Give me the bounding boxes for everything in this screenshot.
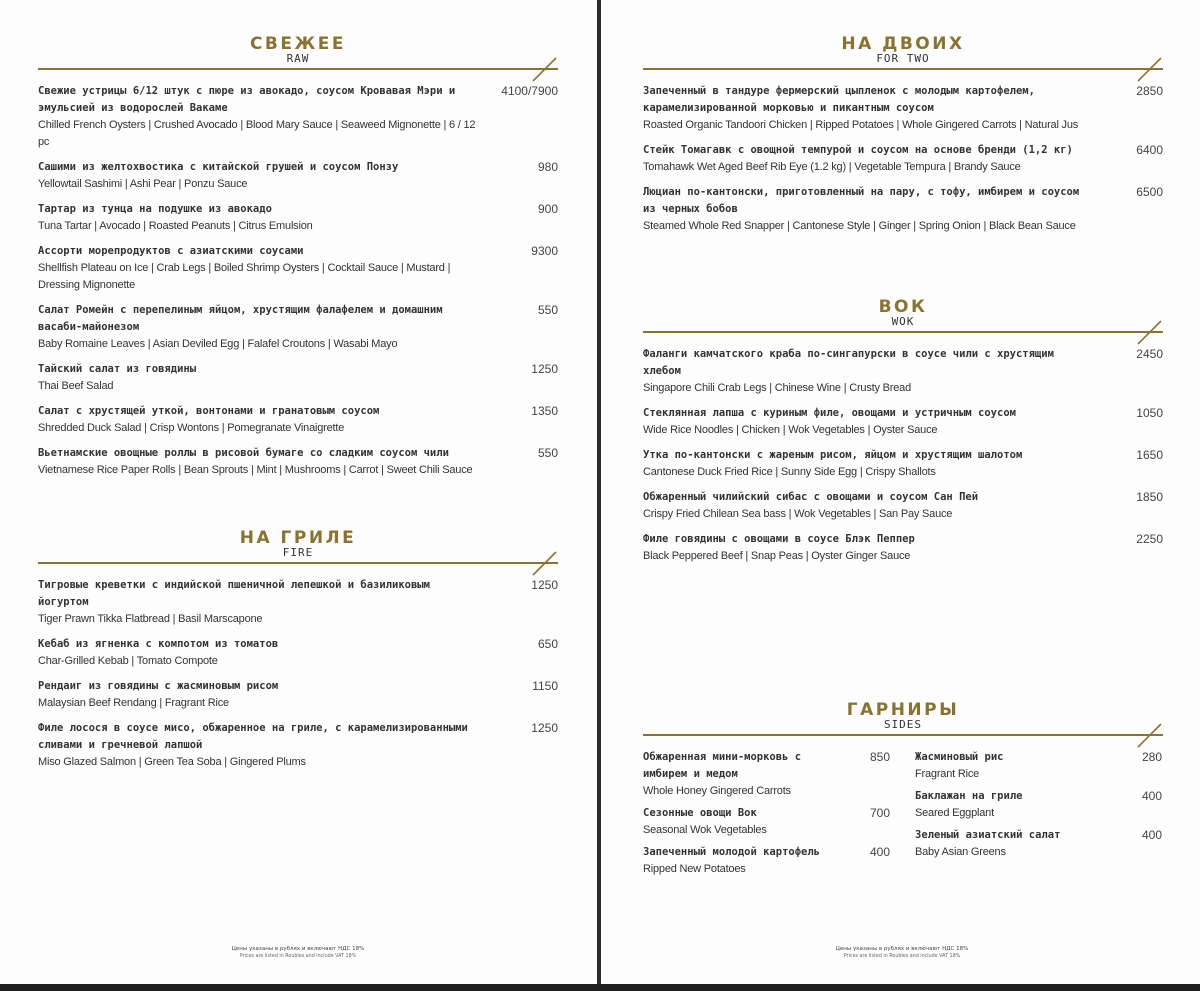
section-divider: [643, 59, 1163, 75]
dish-name: Ассорти морепродуктов с азиатскими соусами: [38, 245, 304, 257]
dish-description: Singapore Chili Crab Legs | Chinese Wine | Crusty Bread: [643, 382, 912, 394]
section-title: НА ГРИЛЕ: [239, 528, 357, 548]
dish-description: Vietnamese Rice Paper Rolls | Bean Sprouts | Mint | Mushrooms | Carrot | Sweet Chili Sauce: [38, 464, 473, 476]
menu-item: [38, 403, 558, 437]
menu-item: [38, 302, 558, 353]
section-subtitle: FOR TWO: [876, 52, 930, 65]
section-title: ГАРНИРЫ: [846, 700, 960, 720]
menu-item: [38, 159, 558, 193]
dish-price: 850: [869, 750, 890, 764]
menu-item: [643, 83, 1163, 134]
dish-name: Салат с хрустящей уткой, вонтонами и гранатовым соусом: [38, 405, 380, 417]
price-note-ru: Цены указаны в рублях и включают НДС 18%: [231, 946, 365, 952]
section-subtitle: SIDES: [883, 718, 923, 731]
dish-description: Baby Asian Greens: [915, 846, 1006, 858]
slash-ornament-icon: [1135, 720, 1165, 750]
menu-item: [38, 445, 558, 479]
section-divider: [38, 553, 558, 569]
dish-description: Whole Honey Gingered Carrots: [643, 785, 791, 797]
dish-price: 550: [537, 303, 558, 317]
dish-price: 1850: [1136, 490, 1163, 504]
section-subtitle: RAW: [286, 52, 310, 65]
menu-item: [643, 531, 1163, 565]
dish-description: Baby Romaine Leaves | Asian Deviled Egg | Falafel Croutons | Wasabi Mayo: [38, 338, 398, 350]
section-divider: [643, 725, 1163, 741]
dish-name: Тартар из тунца на подушке из авокадо: [38, 203, 272, 215]
dish-name: Рендаиг из говядины с жасминовым рисом: [38, 680, 279, 692]
slash-ornament-icon: [530, 54, 560, 84]
dish-description: Black Peppered Beef | Snap Peas | Oyster Ginger Sauce: [643, 550, 911, 562]
menu-item: [38, 678, 558, 712]
section-raw: [38, 34, 558, 479]
dish-description: Wide Rice Noodles | Chicken | Wok Vegetables | Oyster Sauce: [643, 424, 938, 436]
dish-description: Shredded Duck Salad | Crisp Wontons | Pomegranate Vinaigrette: [38, 422, 345, 434]
page-bottom-edge: [0, 984, 1200, 991]
dish-name: Обжаренная мини-морковь с имбирем и медом: [643, 751, 802, 780]
dish-name: Стеклянная лапша с куриным филе, овощами и устричным соусом: [643, 407, 1016, 419]
dish-price: 550: [537, 446, 558, 460]
dish-description: Crispy Fried Chilean Sea bass | Wok Vegetables | San Pay Sauce: [643, 508, 953, 520]
menu-item: [38, 243, 558, 294]
dish-name: Фаланги камчатского краба по-сингапурски в соусе чили с хрустящим хлебом: [643, 348, 1054, 377]
dish-price: 2250: [1136, 532, 1163, 546]
dish-description: Yellowtail Sashimi | Ashi Pear | Ponzu Sauce: [38, 178, 248, 190]
dish-description: Thai Beef Salad: [38, 380, 114, 392]
dish-name: Филе лосося в соусе мисо, обжаренное на гриле, с карамелизированными сливами и гречневой лапшой: [38, 722, 468, 751]
dish-price: 1350: [531, 404, 558, 418]
section-divider: [38, 59, 558, 75]
dish-price: 700: [869, 806, 890, 820]
price-note: [802, 945, 1002, 960]
dish-price: 2850: [1136, 84, 1163, 98]
dish-price: 9300: [531, 244, 558, 258]
dish-price: 2450: [1136, 347, 1163, 361]
section-wok: [643, 297, 1163, 565]
menu-item: [643, 447, 1163, 481]
dish-name: Свежие устрицы 6/12 штук с пюре из авокадо, соусом Кровавая Мэри и эмульсией из водорослей Вакаме: [38, 85, 456, 114]
menu-item: [38, 720, 558, 771]
menu-item: [643, 489, 1163, 523]
slash-ornament-icon: [1135, 317, 1165, 347]
dish-description: Seasonal Wok Vegetables: [643, 824, 767, 836]
dish-price: 1250: [531, 721, 558, 735]
dish-name: Зеленый азиатский салат: [915, 829, 1061, 841]
dish-description: Tuna Tartar | Avocado | Roasted Peanuts | Citrus Emulsion: [38, 220, 313, 232]
menu-item: [915, 788, 1162, 822]
menu-item: [643, 184, 1163, 235]
dish-price: 1250: [531, 578, 558, 592]
dish-price: 650: [537, 637, 558, 651]
dish-description: Tiger Prawn Tikka Flatbread | Basil Marscapone: [38, 613, 263, 625]
dish-name: Обжаренный чилийский сибас с овощами и соусом Сан Пей: [643, 491, 979, 503]
section-sides: [643, 700, 1163, 883]
dish-description: Shellfish Plateau on Ice | Crab Legs | Boiled Shrimp Oysters | Cocktail Sauce | Mustard | Dressing Mignonette: [38, 262, 451, 291]
dish-description: Cantonese Duck Fried Rice | Sunny Side Egg | Crispy Shallots: [643, 466, 936, 478]
dish-name: Стейк Томагавк с овощной темпурой и соусом на основе бренди (1,2 кг): [643, 144, 1073, 156]
menu-item: [38, 577, 558, 628]
dish-list: [38, 577, 558, 771]
dish-price: 1150: [532, 679, 558, 693]
menu-item: [38, 83, 558, 151]
dish-name: Сезонные овощи Вок: [643, 807, 757, 819]
dish-price: 6400: [1136, 143, 1163, 157]
menu-item: [643, 142, 1163, 176]
section-title: СВЕЖЕЕ: [249, 34, 347, 54]
dish-description: Tomahawk Wet Aged Beef Rib Eye (1.2 kg) | Vegetable Tempura | Brandy Sauce: [643, 161, 1021, 173]
dish-price: 4100/7900: [501, 84, 558, 98]
slash-ornament-icon: [1135, 54, 1165, 84]
menu-item: [643, 805, 890, 839]
dish-name: Утка по-кантонски с жареным рисом, яйцом и хрустящим шалотом: [643, 449, 1023, 461]
dish-name: Запеченный в тандуре фермерский цыпленок с молодым картофелем, карамелизированной морковью и пикантным соусом: [643, 85, 1035, 114]
slash-ornament-icon: [530, 548, 560, 578]
menu-item: [915, 749, 1162, 783]
dish-description: Miso Glazed Salmon | Green Tea Soba | Gingered Plums: [38, 756, 306, 768]
sides-column: [915, 749, 1162, 883]
dish-price: 6500: [1136, 185, 1163, 199]
dish-description: Malaysian Beef Rendang | Fragrant Rice: [38, 697, 229, 709]
menu-item: [38, 361, 558, 395]
section-subtitle: FIRE: [282, 546, 314, 559]
dish-list: [643, 346, 1163, 565]
dish-price: 900: [537, 202, 558, 216]
menu-item: [915, 827, 1162, 861]
section-title: НА ДВОИХ: [841, 34, 965, 54]
dish-name: Филе говядины с овощами в соусе Блэк Пеппер: [643, 533, 915, 545]
dish-name: Вьетнамские овощные роллы в рисовой бумаге со сладким соусом чили: [38, 447, 449, 459]
dish-list: [38, 83, 558, 479]
menu-item: [643, 346, 1163, 397]
dish-name: Люциан по-кантонски, приготовленный на пару, с тофу, имбирем и соусом из черных бобов: [643, 186, 1080, 215]
dish-price: 400: [1141, 828, 1162, 842]
menu-item: [38, 636, 558, 670]
dish-description: Chilled French Oysters | Crushed Avocado | Blood Mary Sauce | Seaweed Mignonette | 6 / 12 pc: [38, 119, 476, 148]
section-subtitle: WOK: [891, 315, 915, 328]
dish-name: Кебаб из ягненка с компотом из томатов: [38, 638, 279, 650]
section-fire: [38, 528, 558, 771]
dish-price: 980: [537, 160, 558, 174]
menu-item: [643, 749, 890, 800]
dish-price: 400: [869, 845, 890, 859]
section-divider: [643, 322, 1163, 338]
section-title: ВОК: [878, 297, 928, 317]
dish-name: Жасминовый рис: [915, 751, 1004, 763]
sides-column: [643, 749, 890, 883]
dish-price: 1650: [1136, 448, 1163, 462]
dish-description: Fragrant Rice: [915, 768, 980, 780]
dish-list: [643, 83, 1163, 235]
dish-price: 280: [1141, 750, 1162, 764]
dish-name: Запеченный молодой картофель: [643, 846, 821, 858]
menu-item: [643, 405, 1163, 439]
price-note-ru: Цены указаны в рублях и включают НДС 18%: [835, 946, 969, 952]
price-note-en: Prices are listed in Roubles and include VAT 18%: [239, 954, 357, 959]
dish-name: Тайский салат из говядины: [38, 363, 197, 375]
dish-price: 1250: [531, 362, 558, 376]
dish-description: Ripped New Potatoes: [643, 863, 746, 875]
dish-name: Тигровые креветки с индийской пшеничной лепешкой и базиликовым йогуртом: [38, 579, 430, 608]
dish-description: Roasted Organic Tandoori Chicken | Ripped Potatoes | Whole Gingered Carrots | Natural Jus: [643, 119, 1079, 131]
dish-name: Баклажан на гриле: [915, 790, 1023, 802]
dish-description: Seared Eggplant: [915, 807, 994, 819]
section-for-two: [643, 34, 1163, 235]
dish-price: 1050: [1136, 406, 1163, 420]
dish-name: Салат Ромейн с перепелиным яйцом, хрустящим фалафелем и домашним васаби-майонезом: [38, 304, 443, 333]
menu-item: [38, 201, 558, 235]
price-note: [198, 945, 398, 960]
dish-description: Steamed Whole Red Snapper | Cantonese Style | Ginger | Spring Onion | Black Bean Sauce: [643, 220, 1076, 232]
dish-name: Сашими из желтохвостика с китайской грушей и соусом Понзу: [38, 161, 399, 173]
price-note-en: Prices are listed in Roubles and include VAT 18%: [843, 954, 961, 959]
dish-description: Char-Grilled Kebab | Tomato Compote: [38, 655, 218, 667]
dish-price: 400: [1141, 789, 1162, 803]
menu-item: [643, 844, 890, 878]
